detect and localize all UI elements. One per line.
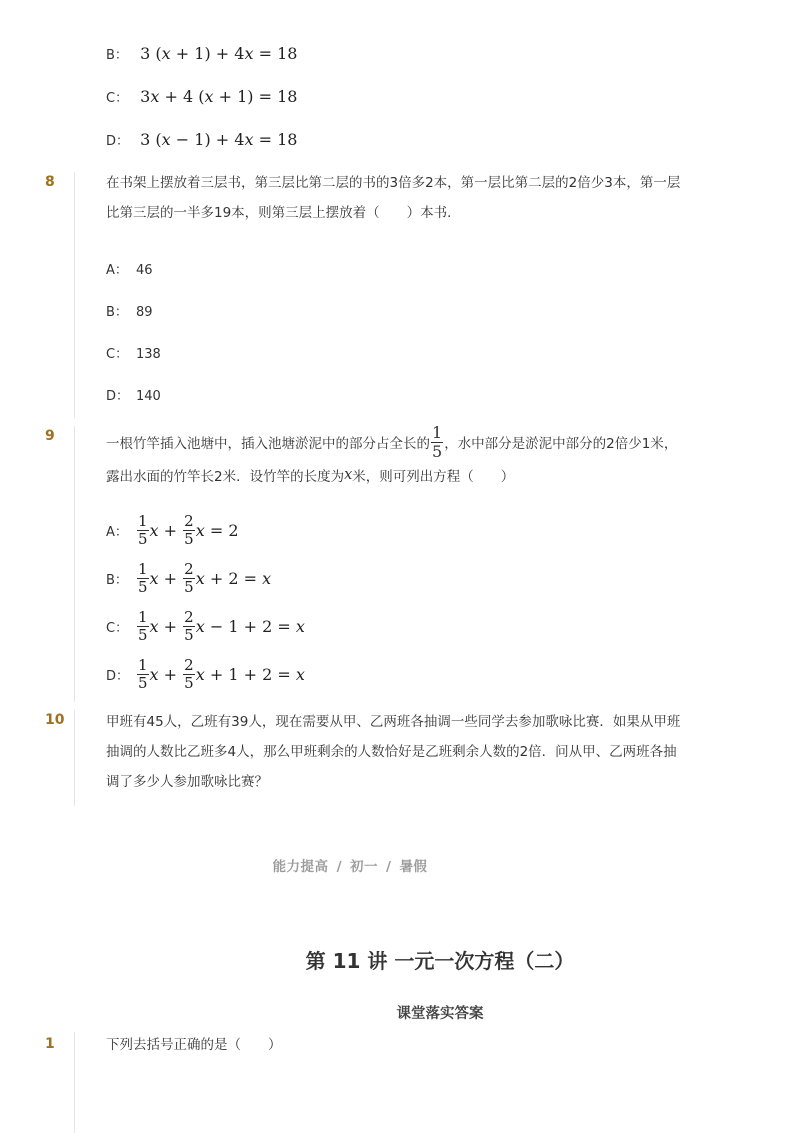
- option-equation: $\frac{1}{5}$ x + $\frac{2}{5}$ x = 2: [138, 512, 239, 548]
- fraction-numerator: 1: [138, 656, 148, 674]
- footer-course: 能力提高: [272, 859, 329, 875]
- footer-separator: /: [386, 859, 392, 875]
- section-title: 课堂落实答案: [396, 1006, 484, 1022]
- option-value: 46: [136, 263, 153, 278]
- fraction-numerator: 1: [138, 608, 148, 626]
- q8-option-b: [106, 301, 153, 320]
- question-text: [106, 1030, 722, 1060]
- fraction-numerator: 2: [184, 608, 194, 626]
- fraction-denominator: 5: [138, 626, 148, 644]
- fraction-denominator: 5: [432, 441, 443, 461]
- page-footer-breadcrumb: [0, 855, 700, 875]
- option-label: D：: [106, 669, 130, 684]
- question-line: 比第三层的一半多19本，则第三层上摆放着（ ）本书．: [106, 205, 461, 221]
- equation-tail: x + 1 + 2 = x: [195, 665, 305, 684]
- fraction: [183, 513, 195, 548]
- question-number: 10: [45, 712, 65, 728]
- question-number: 9: [45, 428, 55, 444]
- fraction: [183, 609, 195, 644]
- fraction: [137, 513, 149, 548]
- option-label: D：: [106, 134, 130, 149]
- option-value: 140: [136, 389, 161, 404]
- q7-option-d: [106, 130, 297, 149]
- option-equation: $\frac{1}{5}$ x + $\frac{2}{5}$ x − 1 + 2 = x: [138, 608, 305, 644]
- fraction-denominator: 5: [138, 530, 148, 548]
- question-text: [106, 707, 722, 797]
- fraction-denominator: 5: [184, 674, 194, 692]
- question-number: 1: [45, 1036, 55, 1052]
- question-line: [106, 424, 722, 460]
- text-span: 米，则可列出方程（ ）: [352, 469, 515, 485]
- text-span: 一根竹竿插入池塘中，插入池塘淤泥中的部分占全长的: [106, 436, 430, 452]
- question-line: 调了多少人参加歌咏比赛？: [106, 774, 268, 790]
- question-divider-line: [74, 710, 75, 806]
- q8-option-d: [106, 385, 161, 404]
- fraction: [183, 561, 195, 596]
- footer-term: 暑假: [399, 859, 428, 875]
- q9-option-a: [106, 513, 239, 548]
- question-divider-line: [74, 426, 75, 702]
- option-equation: $\frac{1}{5}$ x + $\frac{2}{5}$ x + 1 + 2 = x: [138, 656, 305, 692]
- option-equation: 3 (x − 1) + 4x = 18: [140, 130, 298, 149]
- question-line: 下列去括号正确的是（ ）: [106, 1037, 282, 1053]
- question-line: [106, 460, 722, 490]
- question-number: 8: [45, 174, 55, 190]
- q9-option-c: [106, 609, 305, 644]
- option-label: A：: [106, 525, 128, 540]
- option-label: C：: [106, 347, 129, 362]
- option-equation: $\frac{1}{5}$ x + $\frac{2}{5}$ x + 2 = x: [138, 560, 272, 596]
- question-line: 在书架上摆放着三层书，第三层比第二层的书的3倍多2本，第一层比第二层的2倍少3本，第一层: [106, 175, 681, 191]
- equation-tail: x = 2: [195, 521, 239, 540]
- q7-option-b: [106, 44, 297, 63]
- option-label: B：: [106, 48, 128, 63]
- q7-option-c: [106, 87, 297, 106]
- question-text: [106, 424, 722, 490]
- equation-tail: x + 2 = x: [195, 569, 272, 588]
- question-divider-line: [74, 172, 75, 418]
- fraction: [431, 424, 443, 461]
- option-equation: 3x + 4 (x + 1) = 18: [140, 87, 298, 106]
- fraction: [183, 657, 195, 692]
- q9-option-d: [106, 657, 305, 692]
- footer-grade: 初一: [350, 859, 378, 875]
- option-label: C：: [106, 91, 129, 106]
- text-span: ，水中部分是淤泥中部分的2倍少1米，: [444, 436, 678, 452]
- question-line: 甲班有45人，乙班有39人，现在需要从甲、乙两班各抽调一些同学去参加歌咏比赛．如果从甲班: [106, 714, 681, 730]
- fraction-denominator: 5: [184, 578, 194, 596]
- fraction-numerator: 1: [138, 560, 148, 578]
- fraction-denominator: 5: [138, 578, 148, 596]
- q8-option-a: [106, 259, 153, 278]
- fraction-numerator: 1: [432, 422, 443, 442]
- lecture-title: 第 11 讲 一元一次方程（二）: [305, 949, 575, 973]
- question-text: [106, 168, 722, 228]
- option-label: B：: [106, 305, 128, 320]
- footer-separator: /: [336, 859, 342, 875]
- fraction-denominator: 5: [184, 530, 194, 548]
- variable: x: [344, 467, 353, 483]
- fraction-numerator: 2: [184, 512, 194, 530]
- fraction-denominator: 5: [138, 674, 148, 692]
- text-span: 露出水面的竹竿长2米．设竹竿的长度为: [106, 469, 345, 485]
- option-value: 89: [136, 305, 153, 320]
- question-divider-line: [74, 1032, 75, 1133]
- fraction-numerator: 1: [138, 512, 148, 530]
- option-label: C：: [106, 621, 129, 636]
- option-label: B：: [106, 573, 128, 588]
- fraction: [137, 609, 149, 644]
- q8-option-c: [106, 343, 161, 362]
- fraction-numerator: 2: [184, 656, 194, 674]
- fraction: [137, 657, 149, 692]
- option-value: 138: [136, 347, 161, 362]
- option-label: A：: [106, 263, 128, 278]
- equation-tail: x − 1 + 2 = x: [195, 617, 305, 636]
- fraction: [137, 561, 149, 596]
- q9-option-b: [106, 561, 271, 596]
- option-label: D：: [106, 389, 130, 404]
- fraction-numerator: 2: [184, 560, 194, 578]
- fraction-denominator: 5: [184, 626, 194, 644]
- question-line: 抽调的人数比乙班多4人，那么甲班剩余的人数恰好是乙班剩余人数的2倍．问从甲、乙两班各抽: [106, 744, 677, 760]
- option-equation: 3 (x + 1) + 4x = 18: [140, 44, 298, 63]
